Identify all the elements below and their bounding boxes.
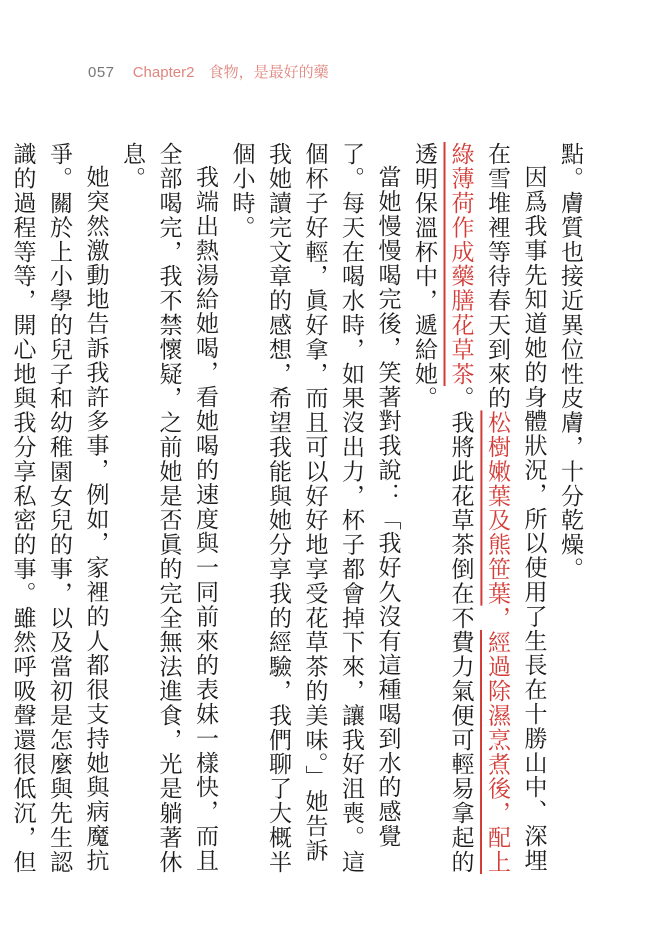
- paragraph-2: [406, 142, 552, 882]
- running-header: [88, 64, 329, 82]
- vertical-body-text: [9, 142, 588, 882]
- paragraph-3: [223, 142, 406, 882]
- paragraph-4: [114, 142, 224, 882]
- text-segment: 當她慢慢喝完後，笑著對我說：「我好久沒有這種喝到水的感覺了。每天在喝水時，如果沒出力，杯子都會掉下來，讓我好沮喪。這個杯子好輕，眞好拿，而且可以好好地享受花草茶的美味。」她告訴我她讀完文章的感想，希望我能與她分享我的經驗，我們聊了大概半個小時。: [228, 142, 401, 874]
- text-segment: 我端出熱湯給她喝，看她喝的速度與一同前來的表妹一樣快，而且全部喝完，我不禁懷疑，之前她是否眞的完全無法進食，光是躺著休息。: [119, 142, 218, 874]
- text-segment: 點。膚質也接近異位性皮膚，十分乾燥。: [557, 142, 583, 582]
- chapter-label: Chapter2: [132, 64, 195, 81]
- page-number: 057: [88, 64, 115, 81]
- paragraph-1: [552, 142, 589, 882]
- paragraph-5: [0, 142, 114, 882]
- text-segment: 因爲我事先知道她的身體狀況，所以使用了生長在十勝山中、深埋在雪堆裡等待春天到來的: [484, 142, 547, 873]
- text-segment: 。我將此花草茶倒在不費力氣便可輕易拿起的透明保溫杯中，遞給她。: [411, 142, 474, 874]
- highlight-ingredients: 松樹嫩葉及熊笹葉: [484, 410, 510, 606]
- chapter-title: 食物，是最好的藥: [208, 64, 329, 81]
- highlight-comma: ，: [484, 605, 510, 631]
- text-segment: 她突然激動地告訴我許多事，例如，家裡的人都很支持她與病魔抗爭。關於上小學的兒子和幼稚園女兒的事，以及當初是怎麼與先生認識的過程等等，開心地與我分享私密的事。雖然呼吸聲還很低沉，但: [9, 142, 109, 874]
- highlight-preparation: 經過除濕烹煮後，配上綠薄荷作成藥膳花草茶: [447, 142, 510, 875]
